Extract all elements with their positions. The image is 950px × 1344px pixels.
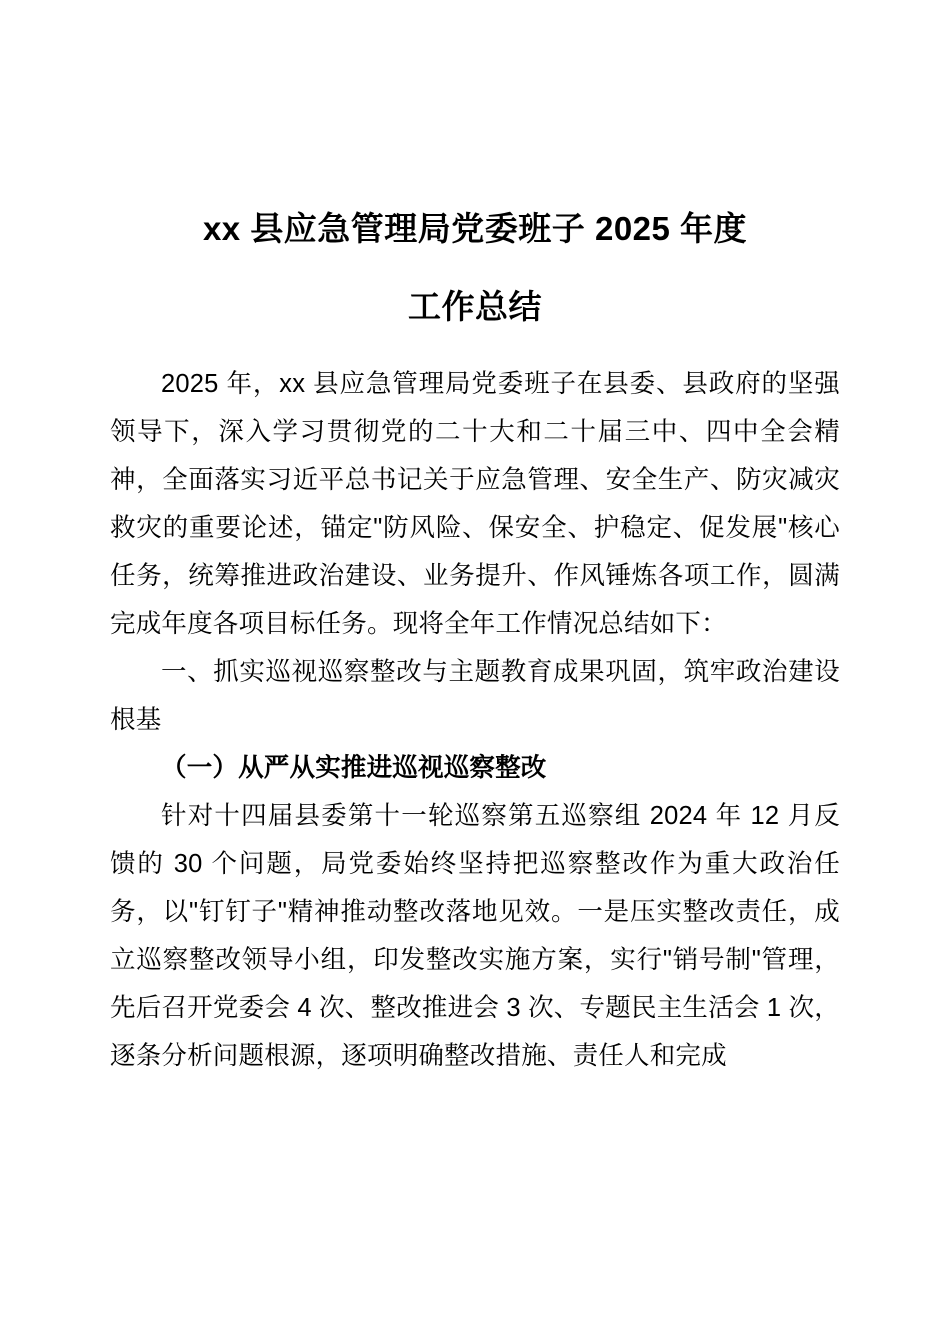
section-heading-one: 一、抓实巡视巡察整改与主题教育成果巩固，筑牢政治建设根基 xyxy=(110,658,840,734)
rectification-paragraph: 针对十四届县委第十一轮巡察第五巡察组 2024 年 12 月反馈的 30 个问题，局党委始终坚持把巡察整改作为重大政治任务，以"钉钉子"精神推动整改落地见效。一是压实整改责任，成立巡察整改领导小组，印发整改实施方案，实行"销号制"管理，先后召开党委会 4 次、整改推进会 3 次、专题民主生活会 1 次，逐条分析问题根源，逐项明确整改措施、责任人和完成 xyxy=(110,802,840,1070)
page-title-line-1: xx 县应急管理局党委班子 2025 年度 xyxy=(202,210,748,247)
intro-paragraph: 2025 年，xx 县应急管理局党委班子在县委、县政府的坚强领导下，深入学习贯彻党的二十大和二十届三中、四中全会精神，全面落实习近平总书记关于应急管理、安全生产、防灾减灾救灾的重要论述，锚定"防风险、保安全、护稳定、促发展"核心任务，统筹推进政治建设、业务提升、作风锤炼各项工作，圆满完成年度各项目标任务。现将全年工作情况总结如下： xyxy=(110,370,840,638)
page-title-line-2: 工作总结 xyxy=(408,288,542,325)
sub-heading-one-1: （一）从严从实推进巡视巡察整改 xyxy=(161,754,547,782)
page-title xyxy=(110,190,840,346)
